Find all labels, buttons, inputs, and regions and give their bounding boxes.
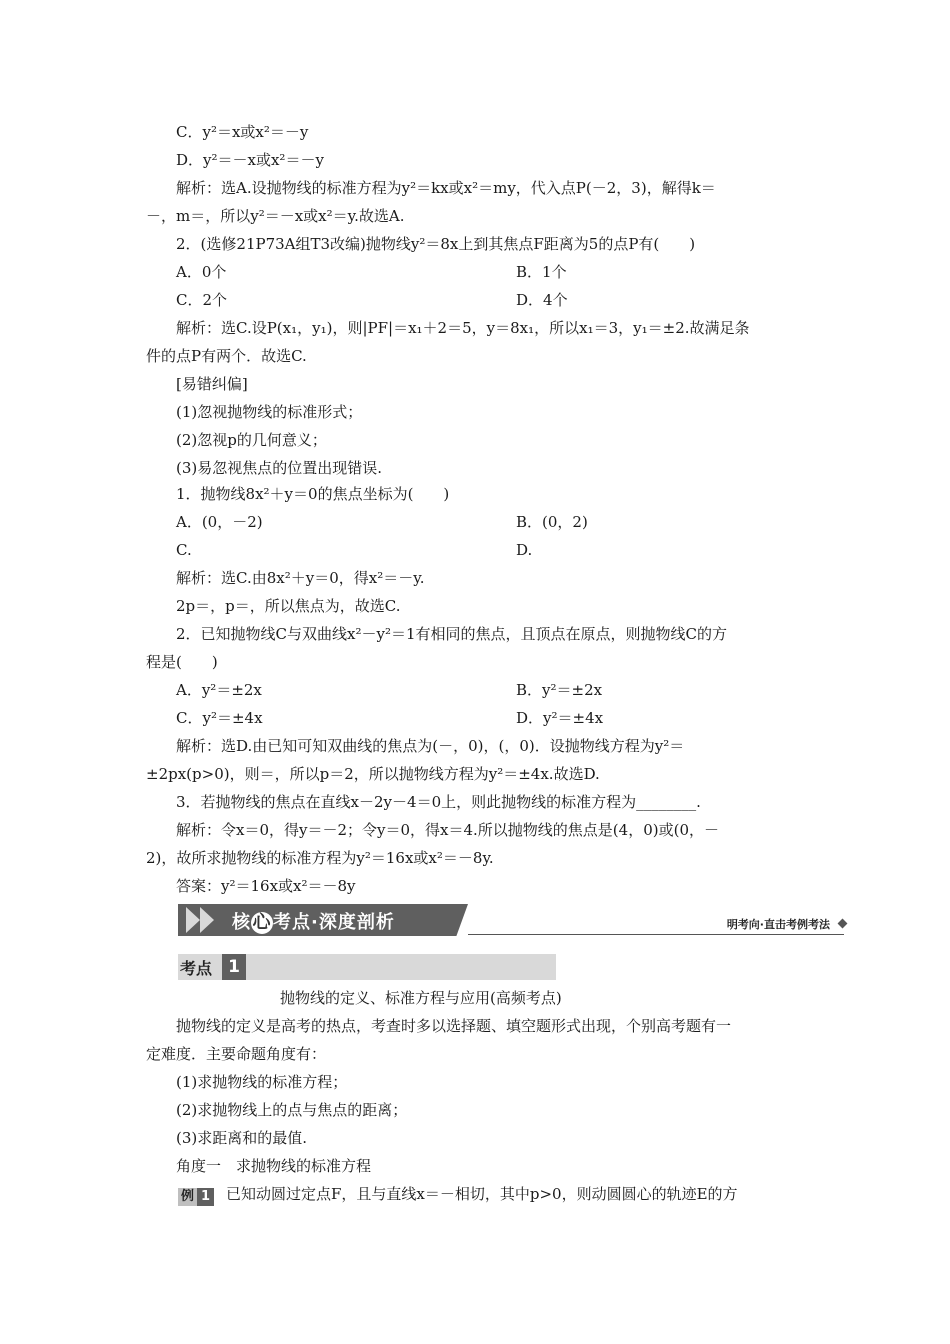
option-c: C．y²＝±4x — [176, 709, 263, 727]
option-d: D．y²＝±4x — [516, 709, 604, 727]
intro-line: 抛物线的定义是高考的热点，考查时多以选择题、填空题形式出现，个别高考题有一 — [176, 1017, 732, 1035]
solution-line: ±2px(p>0)，则＝，所以p＝2，所以抛物线方程为y²＝±4x.故选D. — [146, 765, 600, 783]
option-a: A．0个 — [176, 263, 227, 281]
option-d: D．y²＝－x或x²＝－y — [176, 151, 324, 169]
banner-subtitle: 明考向·直击考例考法 — [726, 918, 830, 931]
pitfall-item: (1)忽视抛物线的标准形式； — [176, 403, 363, 421]
circle-highlight: 心 — [252, 912, 272, 933]
kaodian-number: 1 — [222, 954, 246, 980]
solution-line: 解析：选A.设抛物线的标准方程为y²＝kx或x²＝my，代入点P(－2，3)，解得k＝ — [176, 179, 716, 197]
solution-line: 2p＝，p＝，所以焦点为，故选C. — [176, 597, 401, 615]
solution-line: 解析：选C.由8x²＋y＝0，得x²＝－y. — [176, 569, 425, 587]
option-c: C．2个 — [176, 291, 228, 309]
option-b: B．y²＝±2x — [516, 681, 603, 699]
question-stem: 1．抛物线8x²＋y＝0的焦点坐标为( ) — [176, 485, 450, 503]
option-d: D．4个 — [516, 291, 568, 309]
question-stem: 3．若抛物线的焦点在直线x－2y－4＝0上，则此抛物线的标准方程为________. — [176, 793, 701, 811]
chevron-right-icon — [186, 907, 200, 933]
question-stem: 2．(选修21P73A组T3改编)抛物线y²＝8x上到其焦点F距离为5的点P有( ) — [176, 235, 696, 253]
chevron-right-icon — [200, 907, 214, 933]
question-stem: 程是( ) — [146, 653, 218, 671]
pitfall-item: (2)忽视p的几何意义； — [176, 431, 327, 449]
solution-line: 2)，故所求抛物线的标准方程为y²＝16x或x²＝－8y. — [146, 849, 494, 867]
option-d: D. — [516, 541, 533, 559]
diamond-icon — [838, 919, 848, 929]
intro-line: 定难度．主要命题角度有： — [146, 1045, 327, 1063]
angle-item: (2)求抛物线上的点与焦点的距离； — [176, 1101, 408, 1119]
option-c: C. — [176, 541, 192, 559]
question-stem: 2．已知抛物线C与双曲线x²－y²＝1有相同的焦点，且顶点在原点，则抛物线C的方 — [176, 625, 728, 643]
option-a: A．y²＝±2x — [176, 681, 262, 699]
solution-line: 解析：令x＝0，得y＝－2；令y＝0，得x＝4.所以抛物线的焦点是(4，0)或(0，－ — [176, 821, 719, 839]
section-banner — [178, 904, 850, 938]
banner-title: 核心考点·深度剖析 — [232, 912, 395, 933]
option-c: C．y²＝x或x²＝－y — [176, 123, 309, 141]
example-text: 已知动圆过定点F，且与直线x＝－相切，其中p>0，则动圆圆心的轨迹E的方 — [226, 1185, 738, 1203]
banner-rule — [468, 934, 844, 935]
angle-item: (3)求距离和的最值. — [176, 1129, 308, 1147]
pitfall-item: (3)易忽视焦点的位置出现错误. — [176, 459, 383, 477]
solution-line: 解析：选D.由已知可知双曲线的焦点为(－，0)，(，0)．设抛物线方程为y²＝ — [176, 737, 685, 755]
kaodian-bar — [178, 954, 556, 980]
angle-heading: 角度一 求抛物线的标准方程 — [176, 1157, 372, 1175]
angle-item: (1)求抛物线的标准方程； — [176, 1073, 348, 1091]
section-subtitle: 抛物线的定义、标准方程与应用(高频考点) — [280, 989, 562, 1007]
option-b: B．1个 — [516, 263, 567, 281]
solution-line: 解析：选C.设P(x₁，y₁)，则|PF|＝x₁＋2＝5，y＝8x₁，所以x₁＝3，y₁＝±2.故满足条 — [176, 319, 750, 337]
answer-line: 答案：y²＝16x或x²＝－8y — [176, 877, 356, 895]
solution-line: －，m＝，所以y²＝－x或x²＝y.故选A. — [146, 207, 405, 225]
example-badge: 例 1 — [178, 1185, 214, 1203]
kaodian-label: 考点 — [180, 959, 213, 978]
pitfalls-heading: [易错纠偏] — [176, 375, 248, 393]
option-a: A．(0，－2) — [176, 513, 263, 531]
option-b: B．(0，2) — [516, 513, 588, 531]
solution-line: 件的点P有两个．故选C. — [146, 347, 307, 365]
